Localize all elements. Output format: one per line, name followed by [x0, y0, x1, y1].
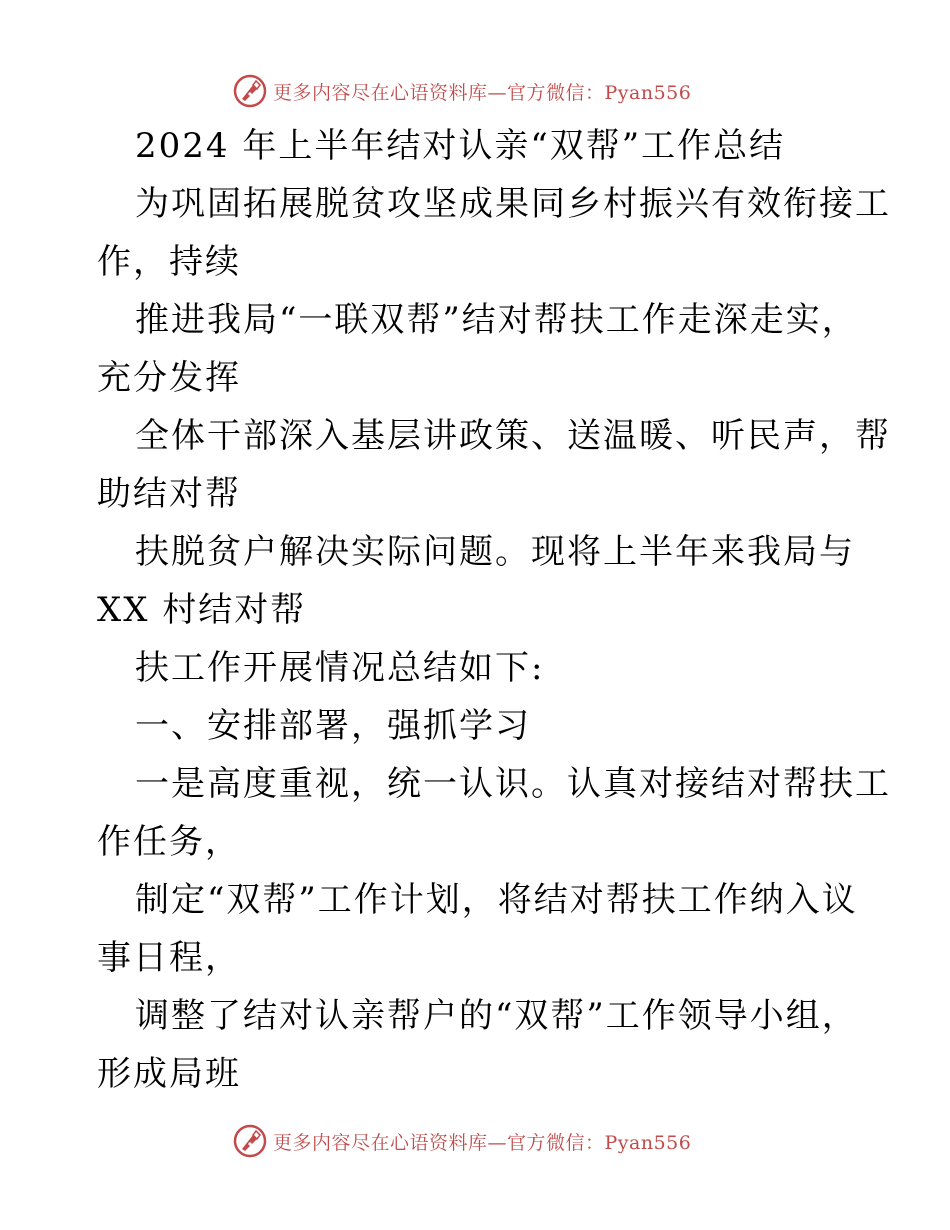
paragraph-line: 制定“双帮”工作计划，将结对帮扶工作纳入议: [135, 880, 858, 920]
paragraph-line: 作，持续: [97, 242, 241, 282]
paragraph-line: 充分发挥: [97, 358, 241, 398]
paragraph-line: 为巩固拓展脱贫攻坚成果同乡村振兴有效衔接工: [135, 184, 891, 224]
pen-nib-logo-icon: [233, 1124, 267, 1158]
watermark-text: 更多内容尽在心语资料库—官方微信：Pyan556: [273, 81, 692, 104]
paragraph-line: 作任务，: [97, 822, 241, 862]
pen-nib-logo-icon: [233, 74, 267, 108]
paragraph-line: 事日程，: [97, 938, 241, 978]
paragraph-line: 扶脱贫户解决实际问题。现将上半年来我局与: [135, 532, 855, 572]
header-watermark: [233, 71, 691, 111]
paragraph-line: 扶工作开展情况总结如下:: [135, 648, 545, 688]
section-heading: 一、安排部署，强抓学习: [135, 706, 531, 746]
watermark-text: 更多内容尽在心语资料库—官方微信：Pyan556: [273, 1131, 692, 1154]
paragraph-line: 推进我局“一联双帮”结对帮扶工作走深走实，: [135, 300, 858, 340]
paragraph-line: 调整了结对认亲帮户的“双帮”工作领导小组，: [135, 996, 858, 1036]
document-body: [97, 117, 891, 1103]
paragraph-line: 助结对帮: [97, 474, 241, 514]
paragraph-line: XX 村结对帮: [97, 590, 307, 630]
footer-watermark: [233, 1121, 691, 1161]
document-title: 2024 年上半年结对认亲“双帮”工作总结: [135, 126, 786, 166]
paragraph-line: 全体干部深入基层讲政策、送温暖、听民声，帮: [135, 416, 891, 456]
paragraph-line: 一是高度重视，统一认识。认真对接结对帮扶工: [135, 764, 891, 804]
paragraph-line: 形成局班: [97, 1054, 241, 1094]
